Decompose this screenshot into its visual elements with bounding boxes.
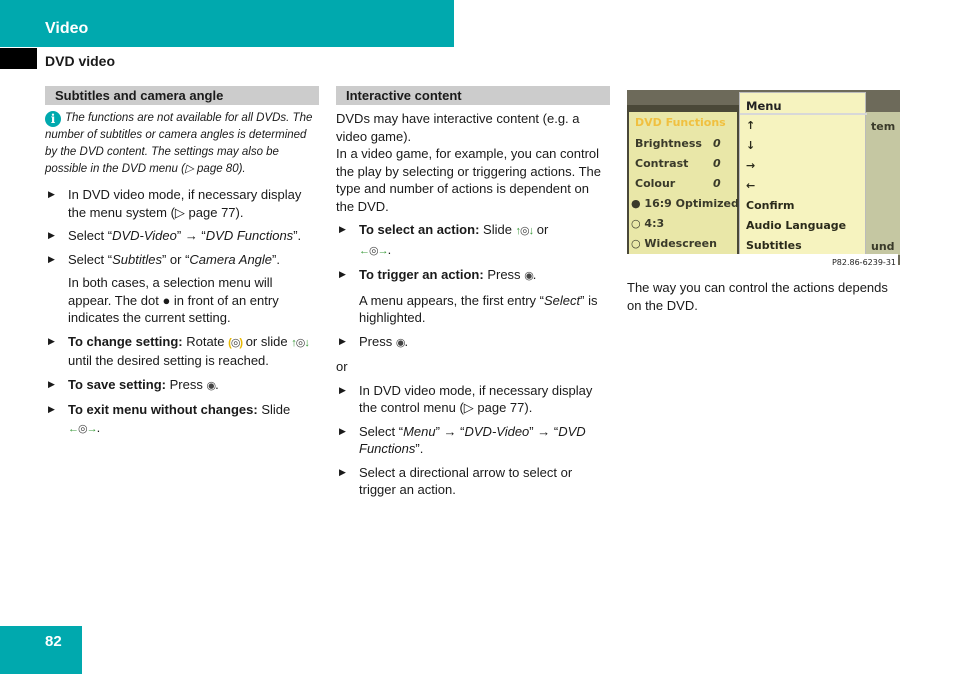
section-title: DVD video xyxy=(45,53,116,69)
chapter-title: Video xyxy=(45,20,89,37)
page-number: 82 xyxy=(45,633,62,650)
screen-menu-panel xyxy=(739,92,866,255)
dvd-menu-screenshot xyxy=(627,90,900,265)
or-separator: or xyxy=(336,359,348,374)
step-press: ▶ Press ◉. xyxy=(336,333,610,353)
column-interactive xyxy=(336,86,610,505)
rotate-controller-icon: (◎) xyxy=(228,336,243,349)
info-note xyxy=(45,110,319,178)
screen-menu-title: Menu xyxy=(746,99,782,113)
step-display-control-menu: ▶ In DVD video mode, if necessary display the control menu (▷ page 77). xyxy=(336,382,610,417)
screen-item-widescreen: ○ Widescreen xyxy=(631,237,717,250)
slide-left-right-controller-icon: ←◎→ xyxy=(68,422,97,435)
intro-text-1: DVDs may have interactive content (e.g. a video game). xyxy=(336,111,580,144)
arrow-right-icon: → xyxy=(746,159,756,172)
step-select-menu-path: ▶ Select “Menu” → “DVD-Video” → “DVD Functions”. xyxy=(336,423,610,458)
press-controller-icon: ◉ xyxy=(206,379,216,392)
selection-menu-note: In both cases, a selection menu will appear. The dot ● in front of an entry indicates the current setting. xyxy=(68,275,279,325)
screen-right-fragment-bottom: und xyxy=(871,240,895,253)
info-icon: i xyxy=(45,111,61,127)
step-select-action: ▶ To select an action: Slide ↑◎↓ or ←◎→. xyxy=(336,221,610,260)
step-select-subtitles: ▶ Select “Subtitles” or “Camera Angle”. xyxy=(45,251,319,269)
section-marker xyxy=(0,48,37,69)
screen-right-fragment-top: tem xyxy=(871,120,896,133)
screen-menu-audio-language: Audio Language xyxy=(746,219,847,232)
step-display-menu: ▶ In DVD video mode, if necessary display the menu system (▷ page 77). xyxy=(45,186,319,221)
screen-item-16-9: ● 16:9 Optimized xyxy=(631,197,739,210)
screen-menu-subtitles: Subtitles xyxy=(746,239,802,252)
screen-value-colour: 0 xyxy=(713,177,721,190)
step-trigger-action: ▶ To trigger an action: Press ◉. xyxy=(336,266,610,286)
slide-up-down-controller-icon: ↑◎↓ xyxy=(291,336,309,349)
screen-item-brightness: Brightness xyxy=(635,137,702,150)
arrow-left-icon: ← xyxy=(746,179,756,192)
screen-item-colour: Colour xyxy=(635,177,676,190)
slide-left-right-controller-icon: ←◎→ xyxy=(359,244,388,257)
screen-value-brightness: 0 xyxy=(713,137,721,150)
column-subtitles xyxy=(45,86,319,444)
subtitles-heading: Subtitles and camera angle xyxy=(45,86,319,105)
step-select-arrow: ▶ Select a directional arrow to select or trigger an action. xyxy=(336,464,610,499)
image-code: P82.86-6239-31 xyxy=(627,254,898,265)
interactive-heading: Interactive content xyxy=(336,86,610,105)
arrow-up-icon: ↑ xyxy=(746,119,756,132)
dvd-functions-title: DVD Functions xyxy=(635,116,726,129)
menu-appears-note: A menu appears, the first entry “Select” is highlighted. xyxy=(359,292,598,325)
screen-item-contrast: Contrast xyxy=(635,157,689,170)
intro-text-2: In a video game, for example, you can control the play by selecting or triggering actions. The type and number of actions is dependent on the DVD. xyxy=(336,146,601,214)
control-depends-text: The way you can control the actions depends on the DVD. xyxy=(627,280,888,313)
screen-value-contrast: 0 xyxy=(713,157,721,170)
slide-up-down-controller-icon: ↑◎↓ xyxy=(515,225,534,237)
note-text: The functions are not available for all DVDs. The number of subtitles or camera angles is determined by the DVD content. The settings may also be possible in the DVD menu (▷ page 80). xyxy=(45,112,313,175)
screen-item-4-3: ○ 4:3 xyxy=(631,217,665,230)
step-change-setting: ▶ To change setting: Rotate (◎) or slide ↑◎↓ until the desired setting is reached. xyxy=(45,333,319,370)
page-number-box xyxy=(0,626,82,674)
step-exit-menu: ▶ To exit menu without changes: Slide ←◎→. xyxy=(45,401,319,438)
column-screenshot xyxy=(627,88,900,314)
step-select-dvd-functions: ▶ Select “DVD-Video” → “DVD Functions”. xyxy=(45,227,319,245)
screen-menu-confirm: Confirm xyxy=(746,199,795,212)
press-controller-icon: ◉ xyxy=(524,270,533,282)
press-controller-icon: ◉ xyxy=(395,336,405,349)
step-save-setting: ▶ To save setting: Press ◉. xyxy=(45,376,319,396)
arrow-down-icon: ↓ xyxy=(746,139,756,152)
